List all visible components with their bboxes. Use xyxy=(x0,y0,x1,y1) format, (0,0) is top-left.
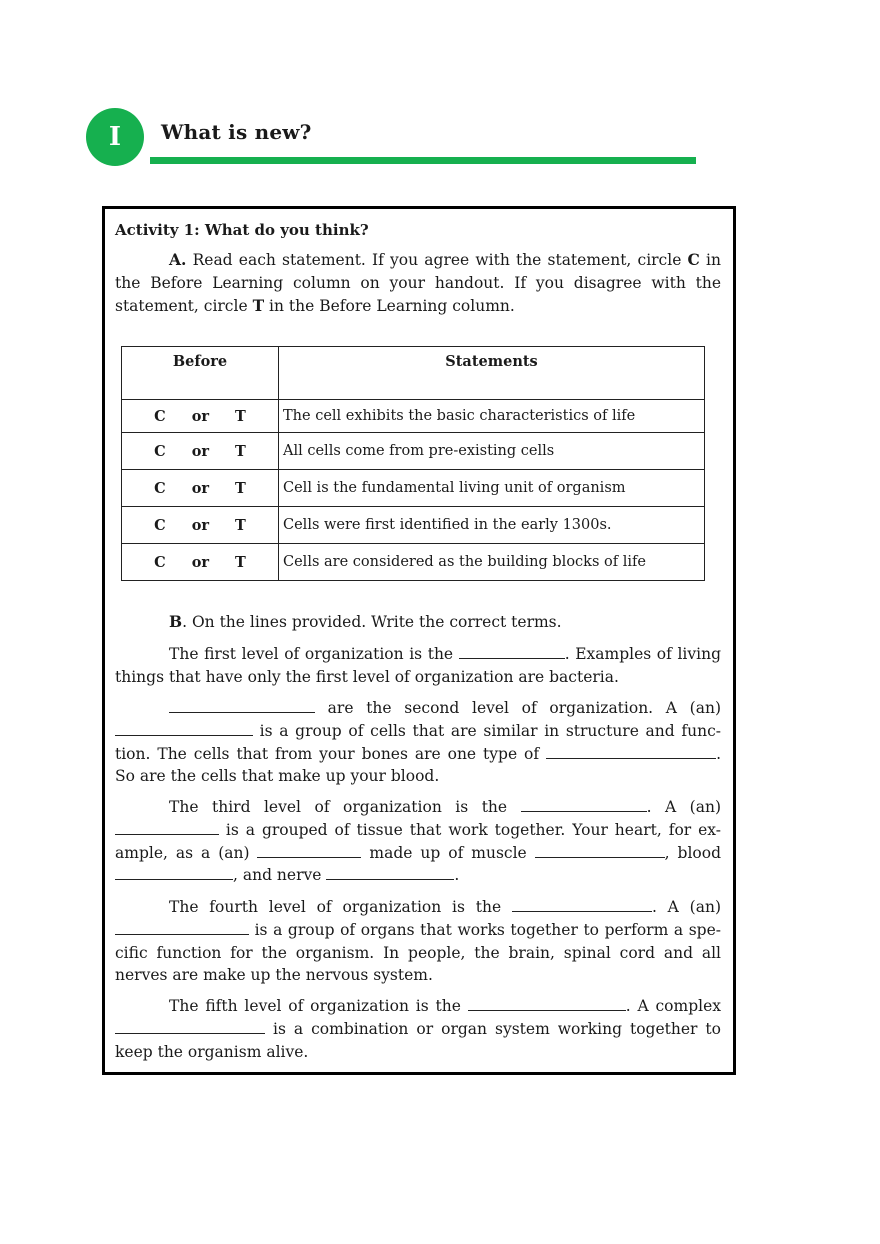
statement-text: Cell is the fundamental living unit of organism xyxy=(279,470,705,507)
paragraph-level-4: The fourth level of organization is the . A (an) is a group of organs that works together to perform a spe-cific function for the organism. In people, the brain, spinal cord and all nerves are make up the nervous system. xyxy=(115,898,722,985)
part-a-label: A. xyxy=(169,250,187,269)
table-row xyxy=(122,507,705,544)
c-or-t-choice[interactable]: C or T xyxy=(122,507,279,544)
statement-text: All cells come from pre-existing cells xyxy=(279,433,705,470)
statement-text: Cells are considered as the building blocks of life xyxy=(279,544,705,581)
blank-line[interactable] xyxy=(115,820,219,835)
blank-line[interactable] xyxy=(468,996,626,1011)
before-column-header: Before xyxy=(122,347,279,400)
table-header-row xyxy=(122,347,705,400)
statement-text: The cell exhibits the basic characteristics of life xyxy=(279,400,705,433)
section-number-badge: I xyxy=(86,108,144,166)
blank-line[interactable] xyxy=(459,644,565,659)
statement-text: Cells were first identified in the early 1300s. xyxy=(279,507,705,544)
table-row xyxy=(122,400,705,433)
c-or-t-choice[interactable]: C or T xyxy=(122,433,279,470)
blank-line[interactable] xyxy=(521,797,647,812)
table-row xyxy=(122,433,705,470)
blank-line[interactable] xyxy=(512,897,652,912)
c-or-t-choice[interactable]: C or T xyxy=(122,470,279,507)
statements-column-header: Statements xyxy=(279,347,705,400)
blank-line[interactable] xyxy=(326,865,454,880)
paragraph-level-5: The fifth level of organization is the . A complex is a combination or organ system working together to keep the organism alive. xyxy=(115,997,721,1061)
activity-box xyxy=(102,206,736,1075)
part-b-label: B xyxy=(169,612,183,631)
paragraph-level-3: The third level of organization is the . A (an) is a grouped of tissue that work together. Your heart, for ex-ample, as a (an) made up of muscle , blood , and nerve . xyxy=(115,798,721,885)
paragraph-level-1: The first level of organization is the . Examples of living things that have only the first level of organization are bacteria. xyxy=(115,645,721,686)
c-or-t-choice[interactable]: C or T xyxy=(122,544,279,581)
table-row xyxy=(122,470,705,507)
blank-line[interactable] xyxy=(115,865,233,880)
section-title: What is new? xyxy=(161,120,312,144)
blank-line[interactable] xyxy=(115,721,253,736)
table-row xyxy=(122,544,705,581)
c-or-t-choice[interactable]: C or T xyxy=(122,400,279,433)
blank-line[interactable] xyxy=(169,698,315,713)
part-b-instructions: B. On the lines provided. Write the correct terms. xyxy=(169,612,562,631)
title-underline xyxy=(150,157,696,164)
blank-line[interactable] xyxy=(535,843,665,858)
statements-table xyxy=(121,346,705,581)
part-a-instructions: A. Read each statement. If you agree with the statement, circle C in the Before Learning column on your handout. If you disagree with the statement, circle T in the Before Learning column. xyxy=(115,250,721,315)
blank-line[interactable] xyxy=(115,920,249,935)
activity-title: Activity 1: What do you think? xyxy=(115,221,369,239)
blank-line[interactable] xyxy=(115,1019,265,1034)
paragraph-level-2: are the second level of organization. A (an) is a group of cells that are similar in structure and func-tion. The cells that from your bones are one type of . So are the cells that make up your blood. xyxy=(115,699,721,786)
blank-line[interactable] xyxy=(546,744,716,759)
blank-line[interactable] xyxy=(257,843,361,858)
